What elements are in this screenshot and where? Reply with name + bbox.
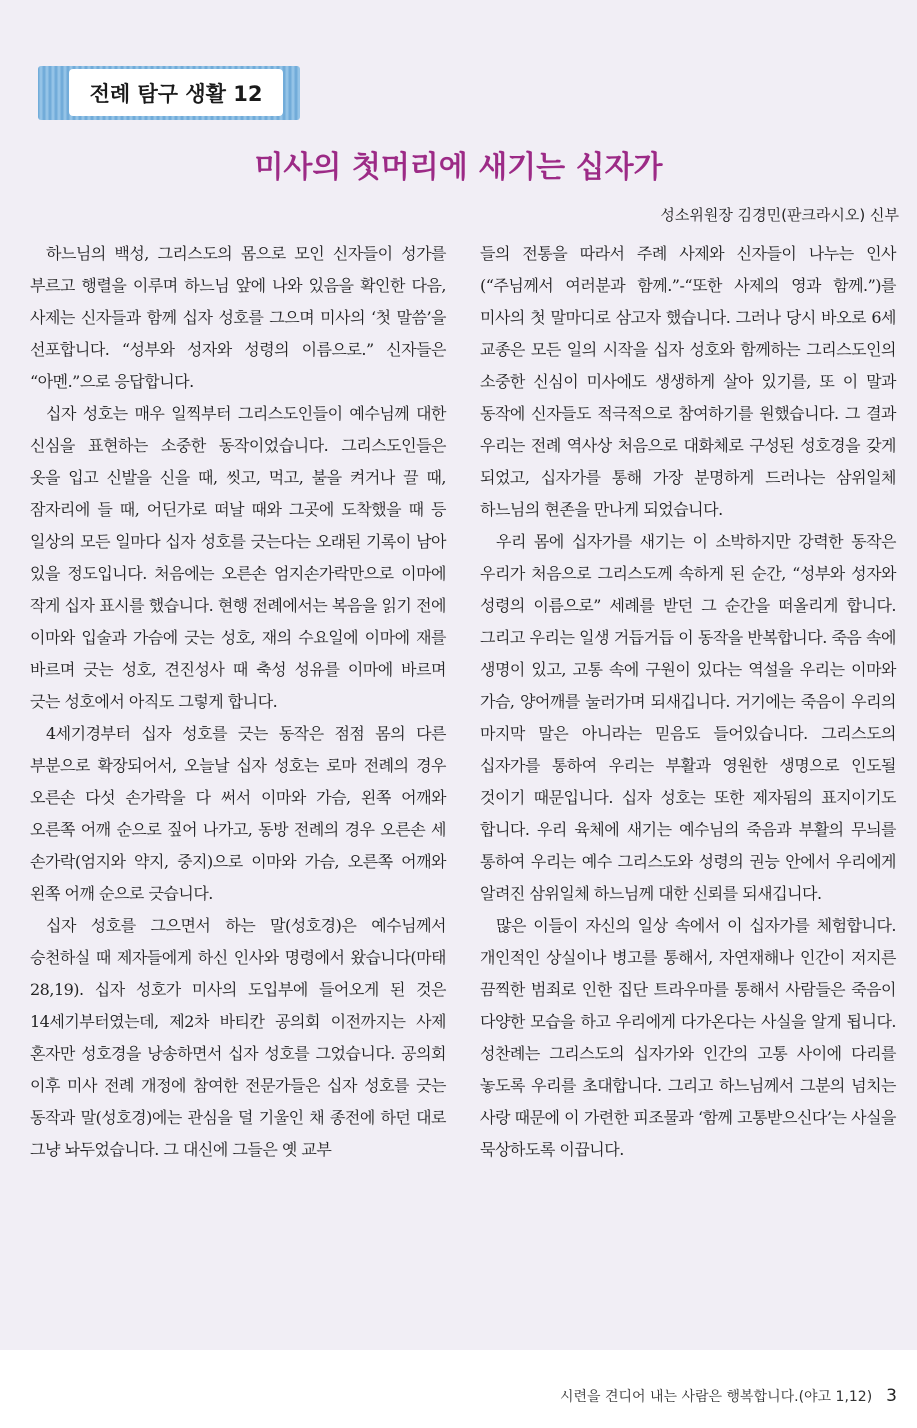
footer-quote: 시련을 견디어 내는 사람은 행복합니다.(야고 1,12) xyxy=(559,1389,873,1405)
paragraph: 십자 성호를 그으면서 하는 말(성호경)은 예수님께서 승천하실 때 제자들에게 하신 인사와 명령에서 왔습니다(마태 28,19). 십자 성호가 미사의 도입부에 들어오게 된 것은 14세기부터였는데, 제2차 바티칸 공의회 이전까지는 사제 혼자만 성호경을 낭송하면서 십자 성호를 그었습니다. 공의회 이후 미사 전례 개정에 참여한 전문가들은 십자 성호를 긋는 동작과 말(성호경)에는 관심을 덜 기울인 채 종전에 하던 대로 그냥 놔두었습니다. 그 대신에 그들은 옛 교부 xyxy=(30,916,446,1159)
paragraph: 많은 이들이 자신의 일상 속에서 이 십자가를 체험합니다. 개인적인 상실이나 병고를 통해서, 자연재해나 인간이 저지른 끔찍한 범죄로 인한 집단 트라우마를 통해서 사람들은 죽음이 다양한 모습을 하고 우리에게 다가온다는 사실을 알게 됩니다. 성찬례는 그리스도의 십자가와 인간의 고통 사이에 다리를 놓도록 우리를 초대합니다. 그리고 하느님께서 그분의 넘치는 사랑 때문에 이 가련한 피조물과 ‘함께 고통받으신다’는 사실을 묵상하도록 이끕니다. xyxy=(480,916,896,1159)
paragraph: 4세기경부터 십자 성호를 긋는 동작은 점점 몸의 다른 부분으로 확장되어서, 오늘날 십자 성호는 로마 전례의 경우 오른손 다섯 손가락을 다 써서 이마와 가슴, 왼쪽 어깨와 오른쪽 어깨 순으로 짚어 나가고, 동방 전례의 경우 오른손 세 손가락(엄지와 약지, 중지)으로 이마와 가슴, 오른쪽 어깨와 왼쪽 어깨 순으로 긋습니다. xyxy=(30,724,446,903)
page-footer xyxy=(560,1386,897,1406)
paragraph: 십자 성호는 매우 일찍부터 그리스도인들이 예수님께 대한 신심을 표현하는 소중한 동작이었습니다. 그리스도인들은 옷을 입고 신발을 신을 때, 씻고, 먹고, 불을 켜거나 끌 때, 잠자리에 들 때, 어딘가로 떠날 때와 그곳에 도착했을 때 등 일상의 모든 일마다 십자 성호를 긋는다는 오래된 기록이 남아 있을 정도입니다. 처음에는 오른손 엄지손가락만으로 이마에 작게 십자 표시를 했습니다. 현행 전례에서는 복음을 읽기 전에 이마와 입술과 가슴에 긋는 성호, 재의 수요일에 이마에 재를 바르며 긋는 성호, 견진성사 때 축성 성유를 이마에 바르며 긋는 성호에서 아직도 그렇게 합니다. xyxy=(30,404,446,711)
right-column xyxy=(480,238,896,1166)
paragraph: 우리 몸에 십자가를 새기는 이 소박하지만 강력한 동작은 우리가 처음으로 그리스도께 속하게 된 순간, “성부와 성자와 성령의 이름으로” 세례를 받던 그 순간을 떠올리게 합니다. 그리고 우리는 일생 거듭거듭 이 동작을 반복합니다. 죽음 속에 생명이 있고, 고통 속에 구원이 있다는 역설을 우리는 이마와 가슴, 양어깨를 눌러가며 되새깁니다. 거기에는 죽음이 우리의 마지막 말은 아니라는 믿음도 들어있습니다. 그리스도의 십자가를 통하여 우리는 부활과 영원한 생명으로 인도될 것이기 때문입니다. 십자 성호는 또한 제자됨의 표지이기도 합니다. 우리 육체에 새기는 예수님의 죽음과 부활의 무늬를 통하여 우리는 예수 그리스도와 성령의 권능 안에서 우리에게 알려진 삼위일체 하느님께 대한 신뢰를 되새깁니다. xyxy=(480,532,896,903)
page-number: 3 xyxy=(886,1386,897,1406)
paragraph-continued: 들의 전통을 따라서 주례 사제와 신자들이 나누는 인사(“주님께서 여러분과 함께.”-“또한 사제의 영과 함께.”)를 미사의 첫 말마디로 삼고자 했습니다. 그러나 당시 바오로 6세 교종은 모든 일의 시작을 십자 성호와 함께하는 그리스도인의 소중한 신심이 미사에도 생생하게 살아 있기를, 또 이 말과 동작에 신자들도 적극적으로 참여하기를 원했습니다. 그 결과 우리는 전례 역사상 처음으로 대화체로 구성된 성호경을 갖게 되었고, 십자가를 통해 가장 분명하게 드러나는 삼위일체 하느님의 현존을 만나게 되었습니다. xyxy=(480,244,896,519)
left-column xyxy=(30,238,446,1166)
article-title: 미사의 첫머리에 새기는 십자가 xyxy=(254,150,663,185)
paragraph: 하느님의 백성, 그리스도의 몸으로 모인 신자들이 성가를 부르고 행렬을 이루며 하느님 앞에 나와 있음을 확인한 다음, 사제는 신자들과 함께 십자 성호를 그으며 미사의 ‘첫 말씀’을 선포합니다. “성부와 성자와 성령의 이름으로.” 신자들은 “아멘.”으로 응답합니다. xyxy=(30,244,446,391)
article-author: 성소위원장 김경민(판크라시오) 신부 xyxy=(660,206,899,224)
series-label: 전례 탐구 생활 12 xyxy=(69,69,283,116)
